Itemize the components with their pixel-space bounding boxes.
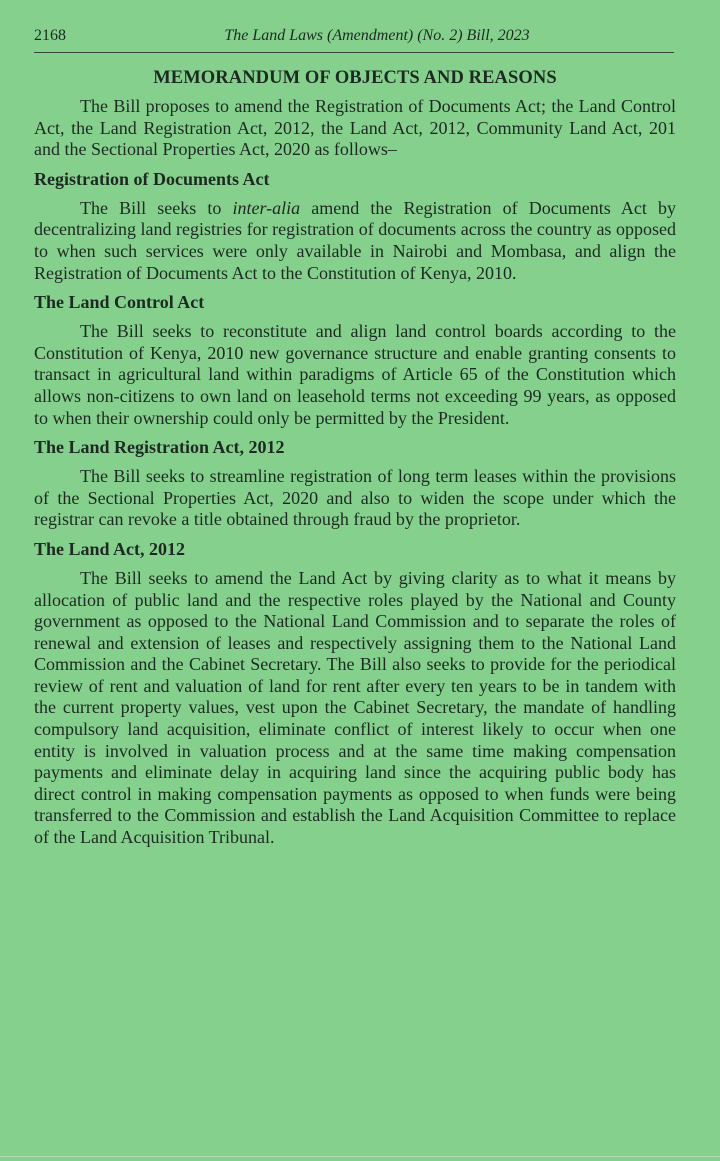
page-bottom-edge xyxy=(0,1156,720,1157)
paragraph-text: amend the Registration of Documents Act by decentralizing land registries for registration of documents across the country as opposed to when such services were only available in Nairobi and Mombasa, and align the Registration of Documents Act to the Constitution of Kenya, 2010. xyxy=(34,197,677,283)
running-title: The Land Laws (Amendment) (No. 2) Bill, 2023 xyxy=(224,27,530,44)
memorandum-body xyxy=(34,66,676,849)
section-heading-land-registration: The Land Registration Act, 2012 xyxy=(34,437,285,458)
section-paragraph-land-act: The Bill seeks to amend the Land Act by giving clarity as to what it means by allocation of public land and the respective roles played by the National and County government as opposed to the National Land Commission and to separate the roles of renewal and extension of leases and respectively assigning them to the National Land Commission and the Cabinet Secretary. The Bill also seeks to provide for the periodical review of rent and valuation of land for rent after every ten years to be in tandem with the current property values, vest upon the Cabinet Secretary, the mandate of handling compulsory land acquisition, eliminate conflict of interest likely to occur when one entity is involved in valuation process and at the same time making compensation payments and eliminate delay in acquiring land since the acquiring public body has direct control in making compensation payments as opposed to when funds were being transferred to the Commission and establish the Land Acquisition Committee to replace of the Land Acquisition Tribunal. xyxy=(34,567,676,848)
section-heading-land-act: The Land Act, 2012 xyxy=(34,538,186,559)
section-paragraph-registration-of-documents xyxy=(34,198,676,284)
section-paragraph-land-registration: The Bill seeks to streamline registration of long term leases within the provisions of the Sectional Properties Act, 2020 and also to widen the scope under which the registrar can revoke a title obtained through fraud by the proprietor. xyxy=(34,466,676,530)
intro-paragraph: The Bill proposes to amend the Registration of Documents Act; the Land Control Act, the Land Registration Act, 2012, the Land Act, 2012, Community Land Act, 201 and the Sectional Properties Act, 2020 as follows– xyxy=(34,96,676,160)
memorandum-title: MEMORANDUM OF OBJECTS AND REASONS xyxy=(153,68,557,88)
italic-term: inter-alia xyxy=(232,197,301,218)
section-heading-registration-of-documents: Registration of Documents Act xyxy=(34,168,270,189)
page-number: 2168 xyxy=(34,27,66,44)
section-paragraph-land-control: The Bill seeks to reconstitute and align land control boards according to the Constitution of Kenya, 2010 new governance structure and enable granting consents to transact in agricultural land within paradigms of Article 65 of the Constitution which allows non-citizens to own land on leasehold terms not exceeding 99 years, as opposed to when their ownership could only be permitted by the President. xyxy=(34,321,676,428)
header-rule xyxy=(34,52,674,53)
page-header xyxy=(34,27,674,49)
section-heading-land-control: The Land Control Act xyxy=(34,292,205,313)
paragraph-text: The Bill seeks to xyxy=(80,197,233,218)
